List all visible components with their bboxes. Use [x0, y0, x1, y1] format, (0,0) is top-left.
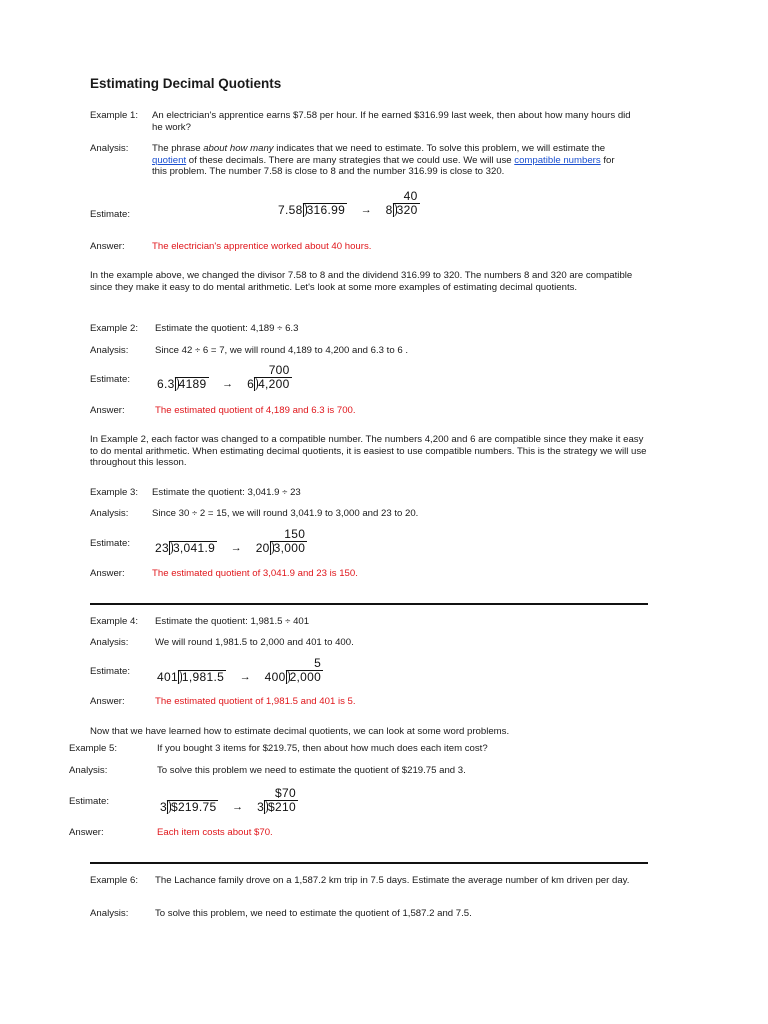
arrow-icon: → — [230, 542, 243, 554]
divisor: 6.3 — [157, 377, 175, 391]
long-division — [160, 800, 218, 814]
example-4-analysis-label: Analysis: — [90, 637, 129, 648]
long-division — [157, 670, 226, 684]
example-1-analysis — [152, 143, 622, 178]
quotient: 40 — [403, 189, 418, 203]
example-5-text: If you bought 3 items for $219.75, then about how much does each item cost? — [157, 743, 488, 754]
long-division — [247, 363, 292, 391]
arrow-icon: → — [232, 801, 244, 813]
example-1-estimate-label: Estimate: — [90, 209, 130, 220]
dividend: 4,200 — [254, 377, 292, 391]
paragraph-1: In the example above, we changed the divisor 7.58 to 8 and the dividend 316.99 to 320. The numbers 8 and 320 are compatible since they make it easy to do mental arithmetic. Let's look at some more examples of estimating decimal quotients. — [90, 270, 633, 293]
example-5-answer-label: Answer: — [69, 827, 104, 838]
example-5-answer: Each item costs about $70. — [157, 827, 273, 838]
example-2-analysis-label: Analysis: — [90, 345, 129, 356]
example-4-answer-label: Answer: — [90, 696, 125, 707]
quotient: 700 — [268, 363, 290, 377]
example-6-analysis-label: Analysis: — [90, 908, 129, 919]
dividend: 2,000 — [286, 670, 324, 684]
example-5-analysis: To solve this problem we need to estimate the quotient of $219.75 and 3. — [157, 765, 466, 776]
example-1-text: An electrician's apprentice earns $7.58 per hour. If he earned $316.99 last week, then about how many hours did he work? — [152, 110, 631, 133]
example-1-label: Example 1: — [90, 110, 138, 121]
arrow-icon: → — [222, 378, 234, 390]
page-title: Estimating Decimal Quotients — [90, 76, 282, 91]
paragraph-3: Now that we have learned how to estimate decimal quotients, we can look at some word problems. — [90, 726, 510, 737]
example-2-estimate — [157, 363, 292, 391]
example-2-estimate-label: Estimate: — [90, 374, 130, 385]
quotient: 150 — [284, 527, 306, 541]
dividend: 316.99 — [303, 203, 348, 217]
example-2-analysis: Since 42 ÷ 6 = 7, we will round 4,189 to 4,200 and 6.3 to 6 . — [155, 345, 409, 356]
dividend: $210 — [264, 800, 298, 814]
example-3-text: Estimate the quotient: 3,041.9 ÷ 23 — [152, 487, 301, 498]
example-1-analysis-label: Analysis: — [90, 143, 129, 154]
arrow-icon: → — [239, 671, 252, 683]
dividend: 1,981.5 — [178, 670, 226, 684]
example-3-estimate-label: Estimate: — [90, 538, 130, 549]
analysis-text: indicates that we need to estimate. To solve this problem, we will estimate the — [273, 143, 606, 154]
example-1-answer-label: Answer: — [90, 241, 125, 252]
dividend: 320 — [393, 203, 420, 217]
arrow-icon: → — [360, 204, 373, 216]
dividend: 3,000 — [270, 541, 308, 555]
example-3-analysis: Since 30 ÷ 2 = 15, we will round 3,041.9 to 3,000 and 23 to 20. — [152, 508, 419, 519]
example-3-answer: The estimated quotient of 3,041.9 and 23 is 150. — [152, 568, 358, 579]
example-6-text: The Lachance family drove on a 1,587.2 km trip in 7.5 days. Estimate the average number of km driven per day. — [155, 875, 630, 886]
long-division — [255, 527, 307, 555]
divisor: 8 — [385, 203, 393, 217]
long-division — [257, 786, 298, 814]
divisor: 3 — [257, 800, 265, 814]
divisor: 6 — [247, 377, 255, 391]
quotient: $70 — [275, 786, 296, 800]
example-3-analysis-label: Analysis: — [90, 508, 129, 519]
example-4-analysis: We will round 1,981.5 to 2,000 and 401 to 400. — [155, 637, 354, 648]
example-5-analysis-label: Analysis: — [69, 765, 108, 776]
divisor: 23 — [155, 541, 169, 555]
divisor: 400 — [264, 670, 286, 684]
example-4-estimate-label: Estimate: — [90, 666, 130, 677]
analysis-text: of these decimals. There are many strategies that we could use. We will use — [186, 154, 515, 166]
example-3-answer-label: Answer: — [90, 568, 125, 579]
example-2-label: Example 2: — [90, 323, 138, 334]
example-5-estimate — [160, 786, 298, 814]
dividend: 3,041.9 — [169, 541, 217, 555]
divisor: 3 — [160, 800, 167, 814]
example-4-label: Example 4: — [90, 616, 138, 627]
example-1-answer: The electrician's apprentice worked about 40 hours. — [152, 241, 372, 252]
example-2-text: Estimate the quotient: 4,189 ÷ 6.3 — [155, 323, 299, 334]
example-2-answer: The estimated quotient of 4,189 and 6.3 is 700. — [155, 405, 356, 416]
long-division — [264, 656, 323, 684]
example-4-answer: The estimated quotient of 1,981.5 and 401 is 5. — [155, 696, 356, 707]
example-3-label: Example 3: — [90, 487, 138, 498]
long-division — [157, 377, 209, 391]
divisor: 7.58 — [278, 203, 303, 217]
example-1-estimate — [278, 189, 420, 217]
divider-line — [90, 603, 648, 605]
compatible-numbers-link[interactable]: compatible numbers — [514, 154, 601, 166]
example-5-label: Example 5: — [69, 743, 117, 754]
long-division — [155, 541, 217, 555]
analysis-text: for this problem. The number 7.58 is close to 8 and the number 316.99 is close to 320. — [152, 154, 615, 178]
example-6-label: Example 6: — [90, 875, 138, 886]
divider-line — [90, 862, 648, 864]
divisor: 401 — [157, 670, 178, 684]
paragraph-2: In Example 2, each factor was changed to a compatible number. The numbers 4,200 and 6 are compatible since they make it easy to do mental arithmetic. When estimating decimal quotients, it is easiest to use compatible numbers. This is the strategy we will use throughout this lesson. — [90, 434, 647, 469]
analysis-emphasis: about how many — [203, 143, 274, 154]
example-6-analysis: To solve this problem, we need to estimate the quotient of 1,587.2 and 7.5. — [155, 908, 472, 919]
example-3-estimate — [155, 527, 307, 555]
example-5-estimate-label: Estimate: — [69, 796, 109, 807]
quotient-link[interactable]: quotient — [152, 154, 187, 166]
quotient: 5 — [314, 656, 322, 670]
dividend: $219.75 — [167, 800, 218, 814]
divisor: 20 — [255, 541, 270, 555]
example-4-text: Estimate the quotient: 1,981.5 ÷ 401 — [155, 616, 310, 627]
long-division — [278, 203, 347, 217]
long-division — [385, 189, 420, 217]
example-4-estimate — [157, 656, 323, 684]
analysis-text: The phrase — [152, 143, 204, 154]
example-2-answer-label: Answer: — [90, 405, 125, 416]
dividend: 4189 — [175, 377, 209, 391]
